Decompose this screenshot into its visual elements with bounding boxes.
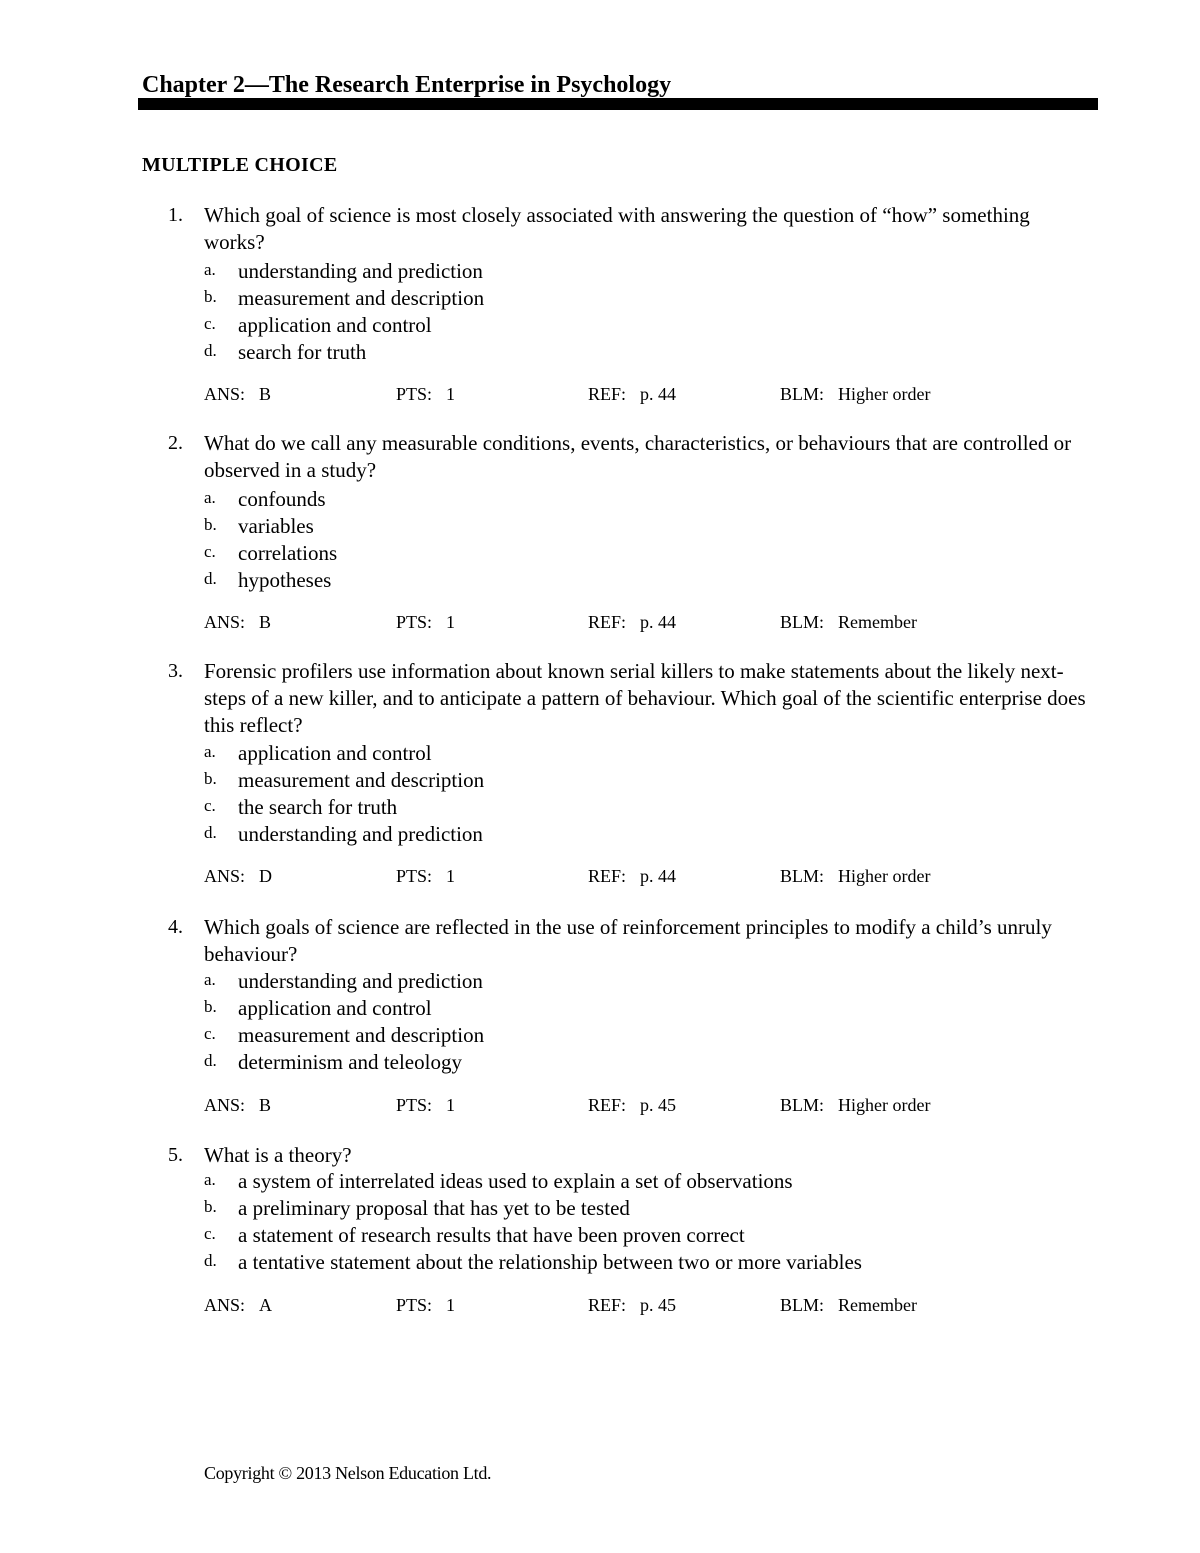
choice-b [204, 1195, 1094, 1222]
reference-value: p. 44 [640, 866, 677, 886]
choice-b [204, 513, 1094, 540]
answer-label: ANS: [204, 866, 246, 886]
answer-field [204, 382, 271, 406]
choice-letter: c. [204, 1224, 216, 1243]
points-label: PTS: [396, 1295, 433, 1315]
choice-text: search for truth [238, 340, 367, 364]
answer-value: D [259, 866, 273, 886]
points-label: PTS: [396, 384, 433, 404]
blm-field [780, 864, 930, 888]
blm-field [780, 1093, 930, 1117]
choice-letter: c. [204, 1024, 216, 1043]
choice-text: a preliminary proposal that has yet to be tested [238, 1196, 630, 1220]
points-value: 1 [446, 1295, 456, 1315]
answer-meta-row [204, 382, 1094, 406]
answer-value: B [259, 384, 272, 404]
points-value: 1 [446, 866, 456, 886]
choice-c [204, 312, 1094, 339]
blm-label: BLM: [780, 1095, 825, 1115]
points-value: 1 [446, 384, 456, 404]
choice-d [204, 1249, 1094, 1276]
choice-letter: d. [204, 823, 217, 842]
points-field [396, 864, 455, 888]
choice-letter: b. [204, 1197, 217, 1216]
choice-b [204, 285, 1094, 312]
choice-d [204, 339, 1094, 366]
choice-c [204, 1022, 1094, 1049]
reference-field [588, 610, 676, 634]
choice-text: determinism and teleology [238, 1050, 462, 1074]
points-label: PTS: [396, 1095, 433, 1115]
answer-meta-row [204, 1093, 1094, 1117]
choice-text: measurement and description [238, 1023, 485, 1047]
question-number: 4. [168, 916, 183, 938]
choice-a [204, 258, 1094, 285]
choice-letter: a. [204, 742, 216, 761]
answer-value: B [259, 1095, 272, 1115]
choice-text: understanding and prediction [238, 259, 483, 283]
points-field [396, 382, 455, 406]
choice-a [204, 486, 1094, 513]
title-rule [138, 98, 1098, 110]
blm-value: Higher order [838, 866, 931, 886]
blm-label: BLM: [780, 384, 825, 404]
choice-text: a system of interrelated ideas used to explain a set of observations [238, 1169, 793, 1193]
choice-d [204, 821, 1094, 848]
choice-letter: c. [204, 542, 216, 561]
choice-letter: d. [204, 1251, 217, 1270]
answer-label: ANS: [204, 384, 246, 404]
question-stem: Which goals of science are reflected in the use of reinforcement principles to modify a child’s unruly behaviour? [204, 915, 1052, 966]
choice-text: hypotheses [238, 568, 332, 592]
choice-letter: b. [204, 997, 217, 1016]
answer-value: A [259, 1295, 273, 1315]
question-stem: Which goal of science is most closely associated with answering the question of “how” something works? [204, 203, 1030, 254]
question-stem: Forensic profilers use information about known serial killers to make statements about the likely next-steps of a new killer, and to anticipate a pattern of behaviour. Which goal of the scientific enterprise does this reflect? [204, 659, 1086, 737]
blm-label: BLM: [780, 612, 825, 632]
answer-label: ANS: [204, 1295, 246, 1315]
answer-field [204, 864, 272, 888]
choice-text: application and control [238, 741, 432, 765]
answer-meta-row [204, 610, 1094, 634]
reference-label: REF: [588, 1295, 627, 1315]
choice-letter: a. [204, 1170, 216, 1189]
choice-text: a tentative statement about the relationship between two or more variables [238, 1250, 862, 1274]
reference-field [588, 382, 676, 406]
choice-text: measurement and description [238, 768, 485, 792]
choice-letter: a. [204, 488, 216, 507]
reference-label: REF: [588, 612, 627, 632]
choice-text: correlations [238, 541, 338, 565]
choice-text: understanding and prediction [238, 969, 483, 993]
blm-value: Remember [838, 612, 917, 632]
chapter-title: Chapter 2—The Research Enterprise in Psychology [142, 72, 672, 98]
blm-label: BLM: [780, 1295, 825, 1315]
blm-value: Higher order [838, 384, 931, 404]
question-number: 1. [168, 204, 183, 226]
choice-text: a statement of research results that have been proven correct [238, 1223, 745, 1247]
choice-letter: b. [204, 287, 217, 306]
question-number: 2. [168, 432, 183, 454]
choice-letter: d. [204, 1051, 217, 1070]
answer-meta-row [204, 864, 1094, 888]
choice-letter: c. [204, 314, 216, 333]
choice-c [204, 794, 1094, 821]
choice-letter: a. [204, 260, 216, 279]
choice-text: application and control [238, 996, 432, 1020]
answer-value: B [259, 612, 272, 632]
choice-letter: d. [204, 341, 217, 360]
question-number: 5. [168, 1144, 183, 1166]
question-stem: What is a theory? [204, 1143, 352, 1167]
section-heading: MULTIPLE CHOICE [142, 154, 338, 176]
answer-meta-row [204, 1293, 1094, 1317]
choice-d [204, 567, 1094, 594]
reference-field [588, 864, 676, 888]
reference-value: p. 45 [640, 1295, 677, 1315]
answer-field [204, 610, 271, 634]
choice-d [204, 1049, 1094, 1076]
answer-label: ANS: [204, 1095, 246, 1115]
choice-b [204, 995, 1094, 1022]
points-field [396, 610, 455, 634]
choice-text: measurement and description [238, 286, 485, 310]
choice-text: the search for truth [238, 795, 398, 819]
reference-label: REF: [588, 1095, 627, 1115]
points-field [396, 1093, 455, 1117]
choice-c [204, 540, 1094, 567]
blm-value: Remember [838, 1295, 917, 1315]
question-number: 3. [168, 660, 183, 682]
choice-text: application and control [238, 313, 432, 337]
choice-text: understanding and prediction [238, 822, 483, 846]
answer-field [204, 1093, 271, 1117]
blm-value: Higher order [838, 1095, 931, 1115]
choice-letter: b. [204, 769, 217, 788]
choice-letter: a. [204, 970, 216, 989]
choice-b [204, 767, 1094, 794]
choice-c [204, 1222, 1094, 1249]
points-label: PTS: [396, 866, 433, 886]
answer-field [204, 1293, 272, 1317]
blm-field [780, 610, 917, 634]
reference-label: REF: [588, 866, 627, 886]
choice-text: variables [238, 514, 314, 538]
reference-label: REF: [588, 384, 627, 404]
choice-a [204, 1168, 1094, 1195]
points-value: 1 [446, 1095, 456, 1115]
reference-value: p. 44 [640, 612, 677, 632]
choice-letter: b. [204, 515, 217, 534]
answer-label: ANS: [204, 612, 246, 632]
question-stem: What do we call any measurable conditions, events, characteristics, or behaviours that are controlled or observed in a study? [204, 431, 1072, 482]
reference-field [588, 1293, 676, 1317]
points-field [396, 1293, 455, 1317]
reference-value: p. 44 [640, 384, 677, 404]
copyright-footer: Copyright © 2013 Nelson Education Ltd. [204, 1463, 492, 1483]
points-label: PTS: [396, 612, 433, 632]
reference-value: p. 45 [640, 1095, 677, 1115]
blm-label: BLM: [780, 866, 825, 886]
choice-a [204, 968, 1094, 995]
choice-text: confounds [238, 487, 326, 511]
points-value: 1 [446, 612, 456, 632]
blm-field [780, 1293, 917, 1317]
choice-letter: d. [204, 569, 217, 588]
choice-a [204, 740, 1094, 767]
reference-field [588, 1093, 676, 1117]
blm-field [780, 382, 930, 406]
choice-letter: c. [204, 796, 216, 815]
